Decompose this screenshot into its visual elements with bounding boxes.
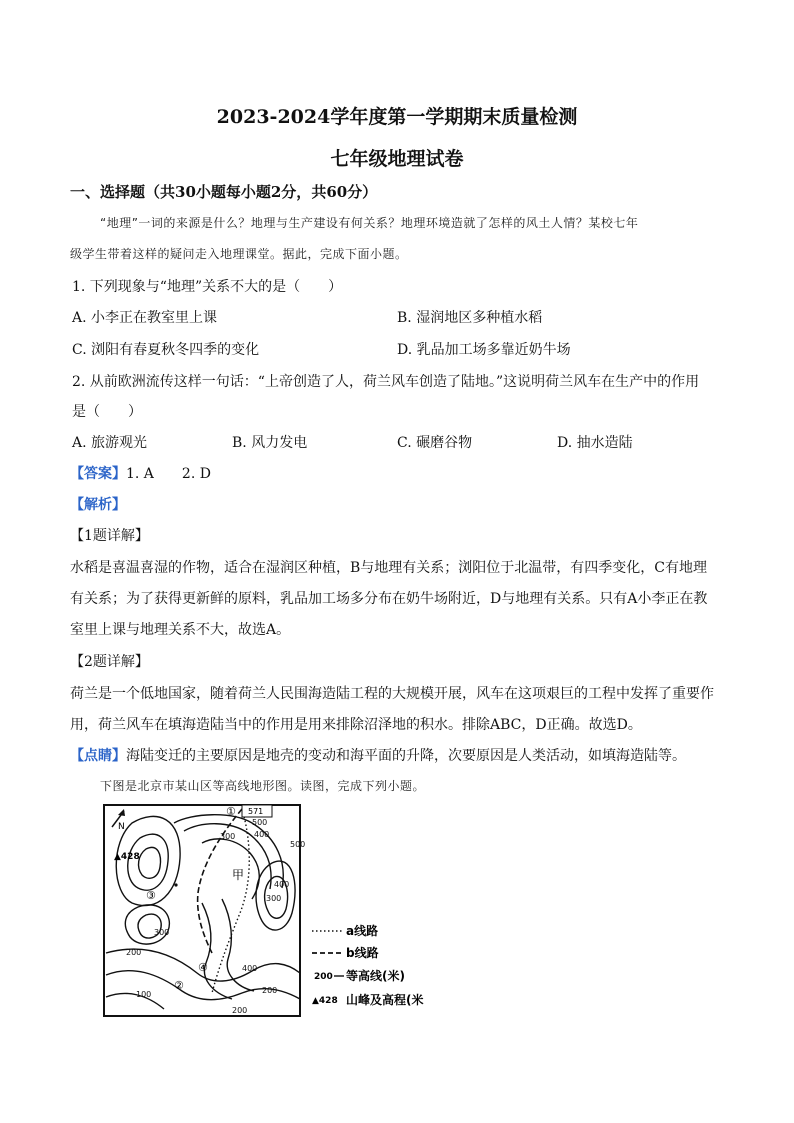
tip-text: 海陆变迁的主要原因是地壳的变动和海平面的升降，次要原因是人类活动，如填海造陆等。 xyxy=(126,748,686,764)
legend-b-text: b线路 xyxy=(346,946,379,960)
question-2-option-d: D. 抽水造陆 xyxy=(557,435,633,451)
svg-text:400: 400 xyxy=(274,880,290,889)
marker-1: ① xyxy=(226,805,236,818)
legend-contour-prefix: 200 xyxy=(314,972,333,982)
contour-map xyxy=(102,803,424,1019)
svg-text:200: 200 xyxy=(262,986,278,995)
marker-2: ② xyxy=(174,979,184,992)
question-2-option-b: B. 风力发电 xyxy=(232,435,308,451)
marker-3: ③ xyxy=(146,889,156,902)
svg-text:300: 300 xyxy=(266,894,282,903)
intro-line-2: 级学生带着这样的疑问走入地理课堂。据此，完成下面小题。 xyxy=(70,247,408,261)
legend-peak-text: 山峰及高程(米) xyxy=(346,993,424,1007)
contour-map-figure xyxy=(102,803,424,1019)
question-1-option-c: C. 浏阳有春夏秋冬四季的变化 xyxy=(72,342,260,358)
legend-contour-text: 等高线(米) xyxy=(346,969,405,983)
north-label: N xyxy=(118,822,125,832)
map-intro: 下图是北京市某山区等高线地形图。读图，完成下列小题。 xyxy=(100,779,426,793)
question-1-option-a: A. 小李正在教室里上课 xyxy=(72,310,218,326)
map-legend xyxy=(312,923,424,1007)
detail-1-label: 【1题详解】 xyxy=(70,528,149,544)
legend-a-text: a线路 xyxy=(346,924,379,938)
tip-row xyxy=(70,745,686,765)
detail-1-line-1: 水稻是喜温喜湿的作物，适合在湿润区种植，B与地理有关系；浏阳位于北温带，有四季变化，C有地理 xyxy=(70,560,707,576)
svg-text:400: 400 xyxy=(254,830,270,839)
page-subtitle: 七年级地理试卷 xyxy=(330,148,464,170)
svg-text:300: 300 xyxy=(154,928,170,937)
point-dot xyxy=(174,883,177,886)
svg-text:300: 300 xyxy=(220,832,236,841)
svg-text:500: 500 xyxy=(290,840,306,849)
detail-2-line-2: 用，荷兰风车在填海造陆当中的作用是用来排除沼泽地的积水。排除ABC，D正确。故选D。 xyxy=(70,717,642,733)
svg-text:200: 200 xyxy=(232,1006,248,1015)
question-1-option-b: B. 湿润地区多种植水稻 xyxy=(397,310,543,326)
detail-2-line-1: 荷兰是一个低地国家，随着荷兰人民围海造陆工程的大规模开展，风车在这项艰巨的工程中发挥了重要作 xyxy=(70,686,714,702)
tip-label: 【点睛】 xyxy=(70,748,126,764)
marker-4: ④ xyxy=(198,961,208,974)
summit-box-value: 571 xyxy=(248,807,264,816)
legend-peak-prefix: ▲428 xyxy=(312,996,338,1006)
question-2-option-c: C. 碾磨谷物 xyxy=(397,435,473,451)
answer-row xyxy=(70,463,211,483)
intro-line-1: “地理”一词的来源是什么？地理与生产建设有何关系？地理环境造就了怎样的风土人情？某校七年 xyxy=(100,216,639,230)
answer-text: 1. A 2. D xyxy=(126,466,211,482)
svg-text:100: 100 xyxy=(136,990,152,999)
page-title: 2023-2024学年度第一学期期末质量检测 xyxy=(216,106,578,128)
svg-text:400: 400 xyxy=(242,964,258,973)
svg-text:200: 200 xyxy=(126,948,142,957)
question-1-stem: 1. 下列现象与“地理”关系不大的是（ ） xyxy=(72,279,343,295)
peak-label: ▲428 xyxy=(114,852,140,862)
section-heading: 一、选择题（共30小题每小题2分，共60分） xyxy=(70,183,378,201)
detail-2-label: 【2题详解】 xyxy=(70,654,149,670)
analysis-label: 【解析】 xyxy=(70,497,126,513)
detail-1-line-2: 有关系；为了获得更新鲜的原料，乳品加工场多分布在奶牛场附近，D与地理有关系。只有A小李正在教 xyxy=(70,591,708,607)
question-2-stem-line-1: 2. 从前欧洲流传这样一句话：“上帝创造了人，荷兰风车创造了陆地。”这说明荷兰风车在生产中的作用 xyxy=(72,374,700,390)
map-frame xyxy=(104,805,300,1016)
question-2-stem-line-2: 是（ ） xyxy=(72,404,142,420)
answer-label: 【答案】 xyxy=(70,466,126,482)
detail-1-line-3: 室里上课与地理关系不大，故选A。 xyxy=(70,622,291,638)
question-1-option-d: D. 乳品加工场多靠近奶牛场 xyxy=(397,342,571,358)
question-2-option-a: A. 旅游观光 xyxy=(72,435,148,451)
location-jia: 甲 xyxy=(232,868,245,882)
svg-text:500: 500 xyxy=(252,818,268,827)
